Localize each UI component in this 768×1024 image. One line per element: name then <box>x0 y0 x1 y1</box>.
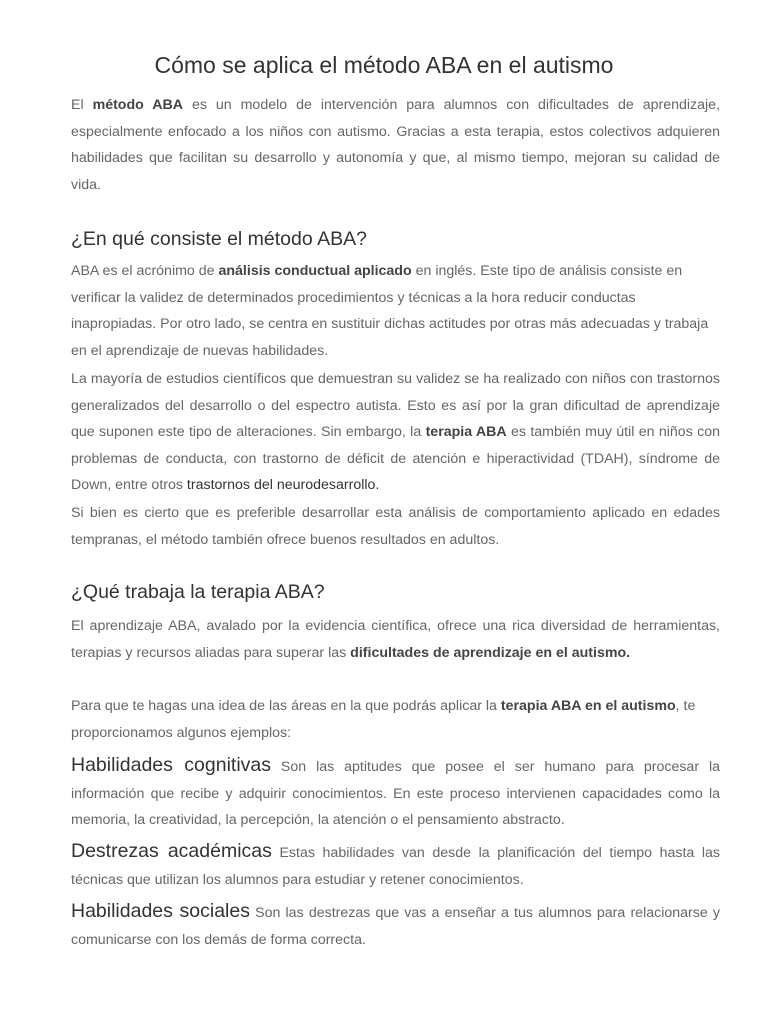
s1p1-text-2: en inglés. Este tipo de análisis consiste en verificar la validez de determinados procedimientos y técnicas a la hora reducir conductas inapropiadas. Por otro lado, se centra en sustituir dichas actitudes por otras más adecuadas y trabaja en el aprendizaje de nuevas habilidades. <box>71 263 709 359</box>
item-text: Son las destrezas que vas a enseñar a tus alumnos para relacionarse y comunicarse con los demás de forma correcta. <box>71 905 720 948</box>
s2p2-bold-1: terapia ABA en el autismo <box>500 698 676 714</box>
s1p2-bold-1: terapia ABA <box>425 424 507 440</box>
item-title: Habilidades sociales <box>71 900 250 922</box>
section2-heading: ¿Qué trabaja la terapia ABA? <box>71 581 325 603</box>
intro-paragraph <box>71 92 720 198</box>
item-title: Destrezas académicas <box>71 840 272 862</box>
s1p2-text-1: La mayoría de estudios científicos que demuestran su validez se ha realizado con niños con trastornos generalizados del desarrollo o del espectro autista. Esto es así por la gran dificultad de aprendizaje que suponen este tipo de alteraciones. Sin embargo, la <box>71 371 720 440</box>
page-title: Cómo se aplica el método ABA en el autismo <box>154 52 614 78</box>
s1p1-text-1: ABA es el acrónimo de <box>71 263 219 279</box>
section2-paragraph-2 <box>71 693 720 746</box>
s2p1-text-1: El aprendizaje ABA, avalado por la evidencia científica, ofrece una rica diversidad de herramientas, terapias y recursos aliadas para superar las <box>71 618 720 661</box>
section2-paragraph-1 <box>71 613 720 666</box>
section1-paragraph-2 <box>71 366 720 499</box>
intro-bold-1: método ABA <box>92 97 183 113</box>
s1p2-text-2: es también muy útil en niños con problemas de conducta, con trastorno de déficit de atención e hiperactividad (TDAH), síndrome de Down, entre otros <box>71 424 721 493</box>
section1-paragraph-1 <box>71 258 720 364</box>
intro-text-2: es un modelo de intervención para alumnos con dificultades de aprendizaje, especialmente enfocado a los niños con autismo. Gracias a esta terapia, estos colectivos adquieren habilidades que facilitan su desarrollo y autonomía y que, al mismo tiempo, mejoran su calidad de vida. <box>71 97 721 193</box>
section1-heading: ¿En qué consiste el método ABA? <box>71 228 367 250</box>
s2p1-bold-1: dificultades de aprendizaje en el autismo. <box>350 644 631 661</box>
item-text: Son las aptitudes que posee el ser humano para procesar la información que recibe y adquirir conocimientos. En este proceso intervienen capacidades como la memoria, la creatividad, la percepción, la atención o el pensamiento abstracto. <box>71 759 721 828</box>
neurodesarrollo-link[interactable]: trastornos del neurodesarrollo. <box>186 477 380 493</box>
item-text: Estas habilidades van desde la planificación del tiempo hasta las técnicas que utilizan los alumnos para estudiar y retener conocimientos. <box>71 845 720 888</box>
item-title: Habilidades cognitivas <box>71 754 272 776</box>
item-social-skills <box>71 898 720 953</box>
intro-text-1: El <box>71 97 93 113</box>
s2p2-text-2: , te proporcionamos algunos ejemplos: <box>71 698 696 741</box>
item-academic-skills <box>71 838 720 893</box>
section1-paragraph-3: Si bien es cierto que es preferible desarrollar esta análisis de comportamiento aplicado en edades tempranas, el método también ofrece buenos resultados en adultos. <box>71 505 720 548</box>
s2p2-text-1: Para que te hagas una idea de las áreas en la que podrás aplicar la <box>71 698 501 714</box>
s1p1-bold-1: análisis conductual aplicado <box>218 263 412 279</box>
item-cognitive-skills <box>71 752 720 834</box>
